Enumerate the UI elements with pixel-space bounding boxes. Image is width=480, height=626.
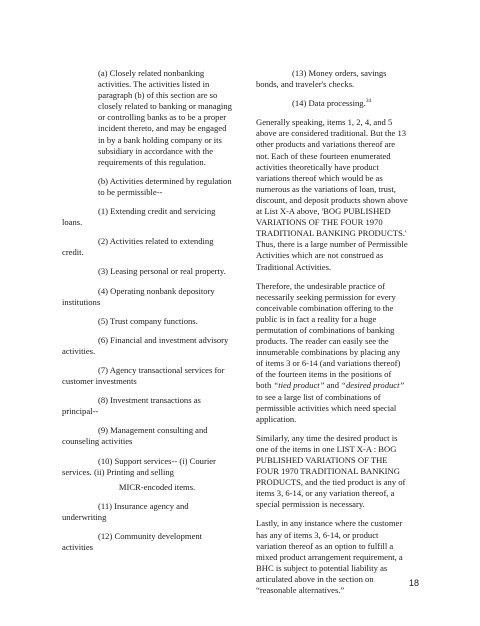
list-item (256, 98, 408, 109)
text-run: to see a large list of combinations of permissible activities which need special application. (256, 391, 397, 424)
list-item: (4) Operating nonbank depository institutions (62, 285, 215, 307)
list-item: (7) Agency transactional services for customer investments (62, 364, 225, 387)
left-column (62, 68, 232, 561)
list-item: (11) Insurance agency and underwriting (62, 500, 189, 522)
list-item: (6) Financial and investment advisory activities. (62, 334, 229, 356)
paragraph-similarly: Similarly, any time the desired product is one of the items in one LIST X-A : BOG PUBLISHED VARIATIONS OF THE FOUR 1970 TRADITIONAL BANKING PRODUCTS, and the tied product is any of items 3, 6-14, or any variation thereof, a special permission is necessary. (256, 432, 406, 510)
text-run: and (324, 380, 342, 391)
footnote-marker: 34 (365, 98, 372, 105)
tied-product-term: “tied product” (273, 380, 325, 391)
item-14-text: (14) Data processing. (292, 98, 366, 109)
page-number: 18 (408, 578, 419, 588)
paragraph-lastly: Lastly, in any instance where the customer has any of items 3, 6-14, or product variation thereof as an option to fulfill a mixed product arrangement requirement, a BHC is subject to potential liability as articulated above in the section on “reasonable alternatives.” (256, 518, 403, 596)
paragraph-therefore (256, 281, 408, 425)
paragraph-a: (a) Closely related nonbanking activities. The activities listed in paragraph (b) of this section are so closely related to banking or managing or controlling banks as to be a proper incident thereto, and may be engaged in by a bank holding company or its subsidiary in accordance with the requirements of this regulation. (98, 68, 232, 167)
list-item: (1) Extending credit and servicing loans. (62, 206, 216, 228)
desired-product-term: “desired product” (341, 380, 405, 391)
list-item: (8) Investment transactions as principal-- (62, 395, 201, 417)
list-item: (5) Trust company functions. (98, 315, 198, 326)
paragraph-b: (b) Activities determined by regulation to be permissible-- (98, 175, 232, 197)
micr-line: MICR-encoded items. (118, 481, 196, 492)
list-item: (13) Money orders, savings bonds, and traveler's checks. (256, 68, 387, 90)
paragraph-generally: Generally speaking, items 1, 2, 4, and 5 above are considered traditional. But the 13 other products and variations thereof are not. Each of these fourteen enumerated activities theoretically have product variations thereof which would be as numerous as the variations of loan, trust, discount, and deposit products shown above at List X-A above, 'BOG PUBLISHED VARIATIONS OF THE FOUR 1970 TRADITIONAL BANKING PRODUCTS.' Thus, there is a large number of Permissible Activities which are not construed as Traditional Activities. (256, 117, 408, 272)
right-column (256, 68, 408, 604)
list-item: (12) Community development activities (62, 531, 203, 553)
list-item: (10) Support services-- (i) Courier services. (ii) Printing and selling (62, 455, 216, 477)
text-run: Therefore, the undesirable practice of necessarily seeking permission for every conceivable combination offering to the public is in fact a reality for a huge permutation of combinations of banking products. The reader can easily see the innumerable combinations by placing any of items 3 or 6-14 (and variations thereof) of the fourteen items in the positions of both (256, 280, 401, 391)
list-item: (2) Activities related to extending credit. (62, 236, 214, 258)
list-item: (9) Management consulting and counseling activities (62, 425, 208, 447)
list-item: (3) Leasing personal or real property. (98, 266, 226, 277)
